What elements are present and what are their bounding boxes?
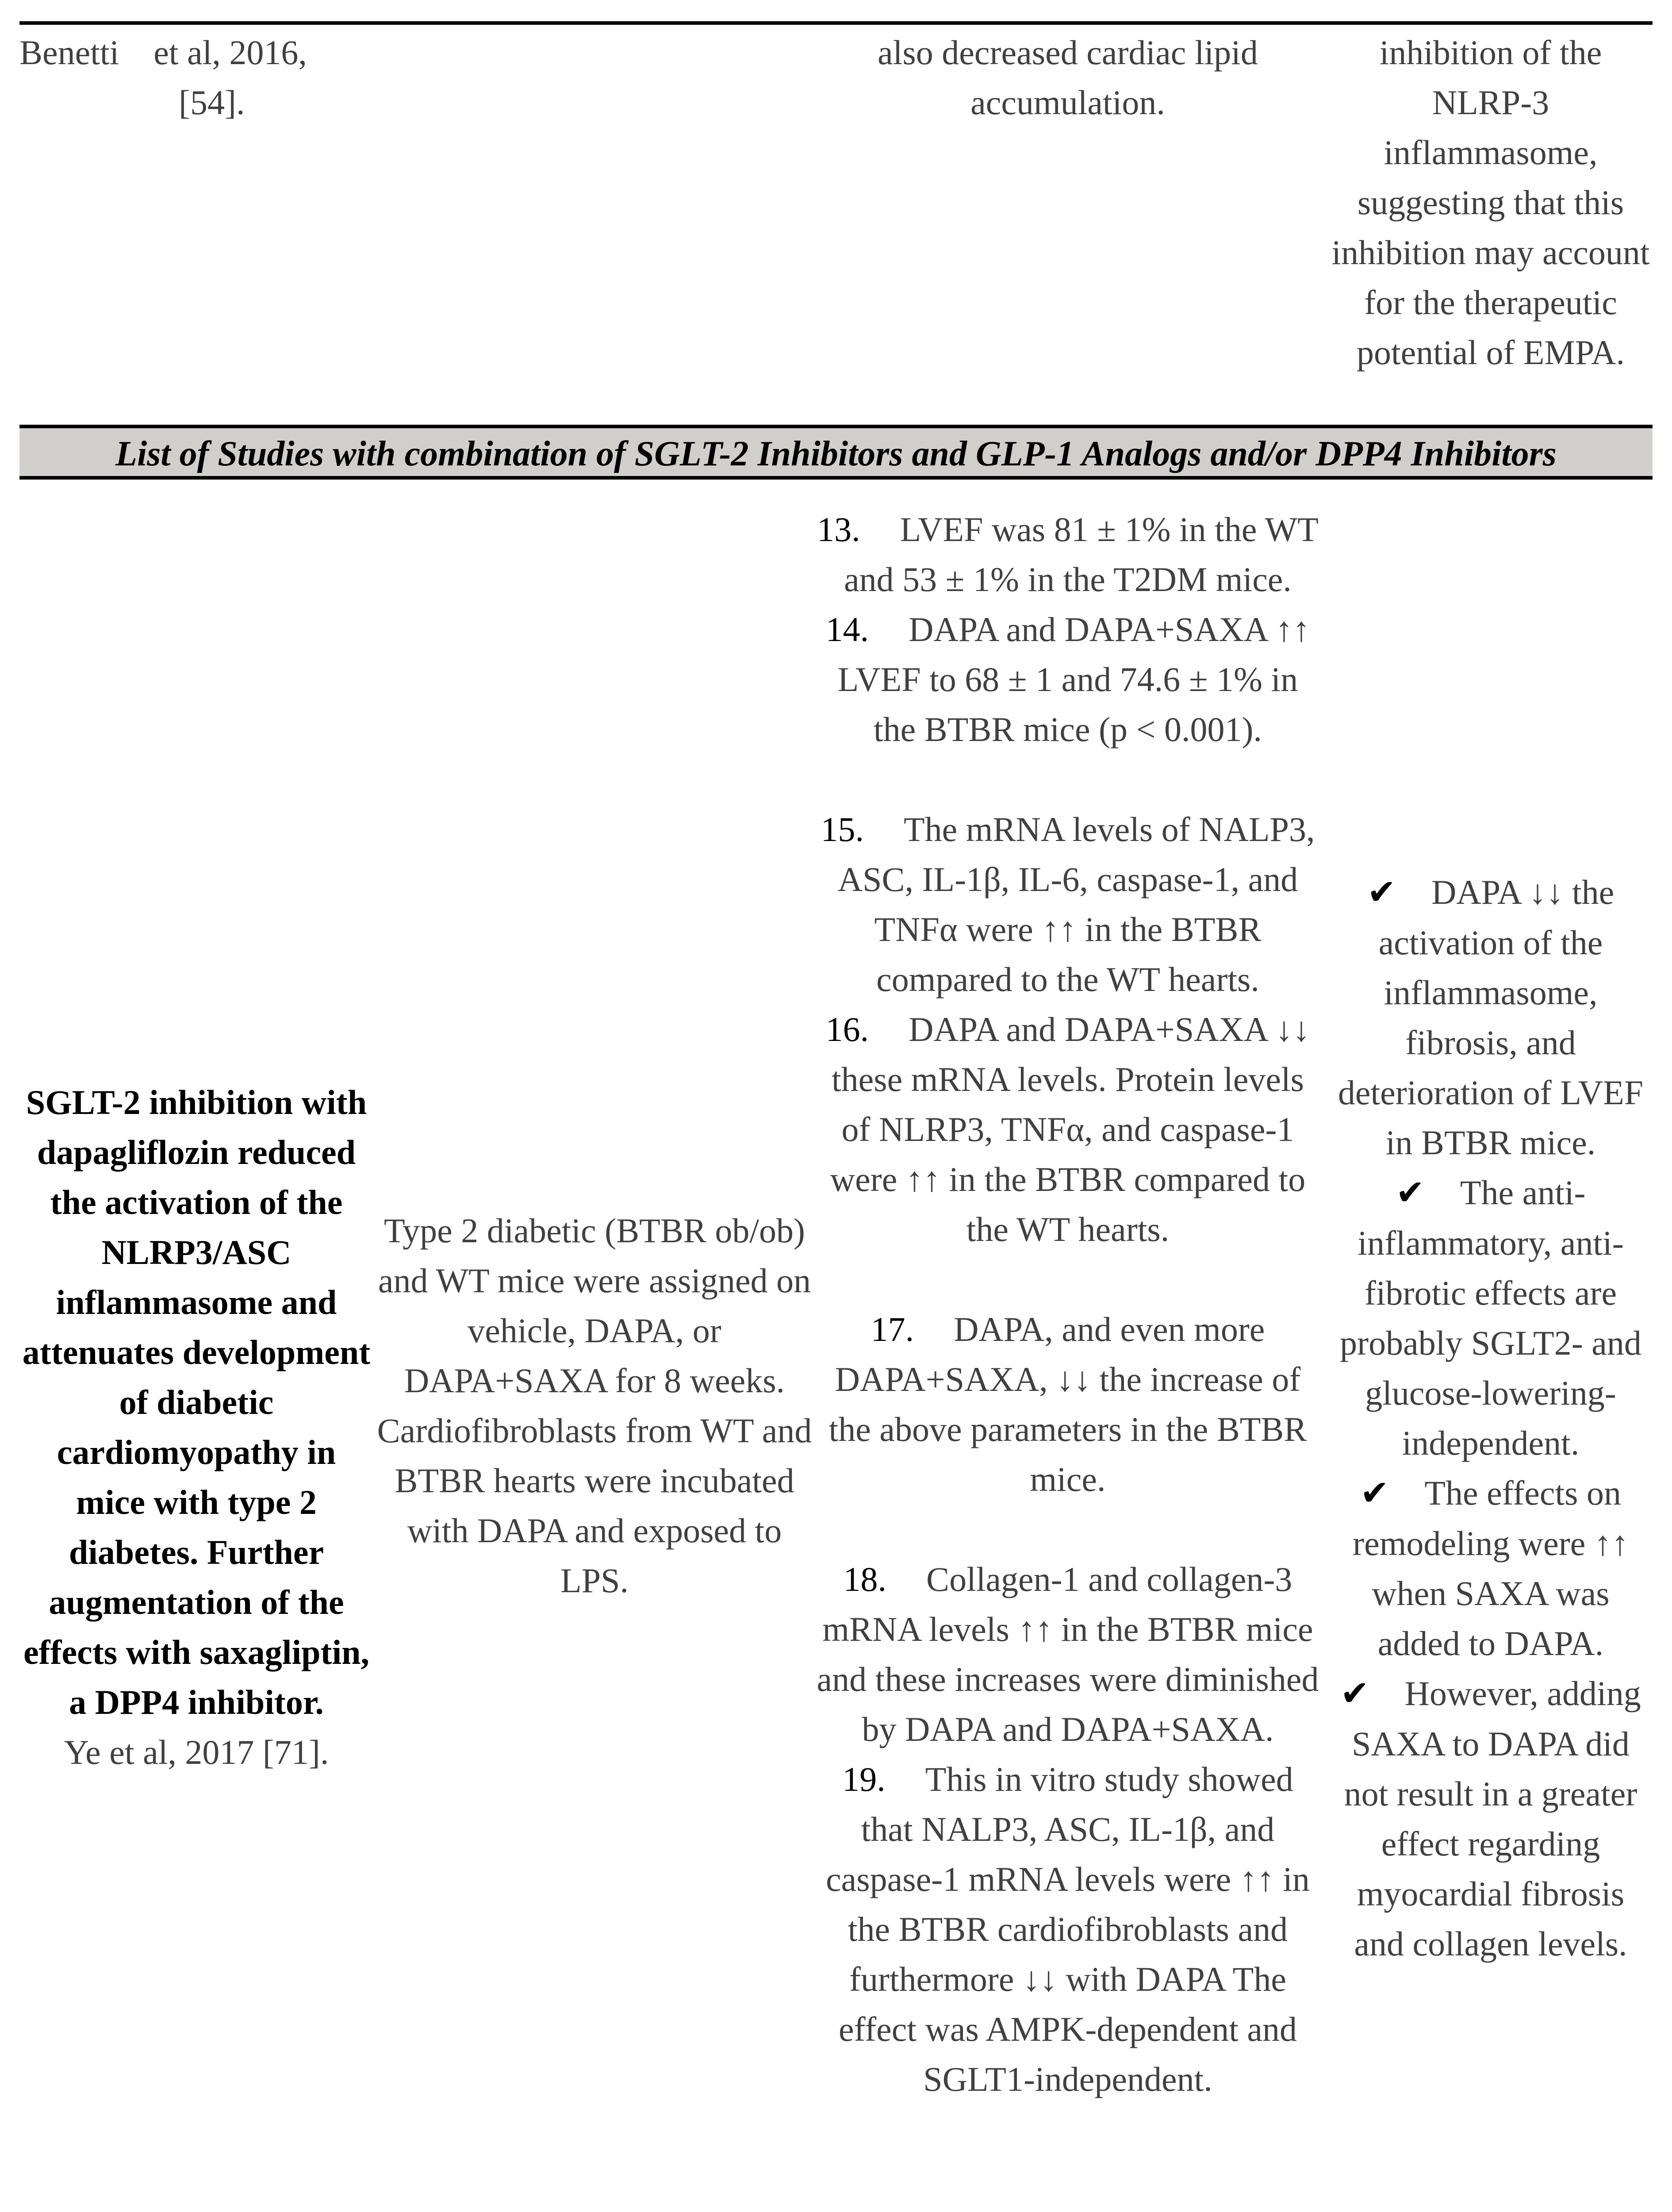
conclusion-item bbox=[1329, 1668, 1653, 1969]
checkmark-icon: ✔ bbox=[1396, 1173, 1425, 1213]
table-row-ye-2017 bbox=[19, 504, 1653, 2212]
section-header-title: List of Studies with combination of SGLT-2 Inhibitors and GLP-1 Analogs and/or DPP4 Inhibitors bbox=[115, 434, 1557, 473]
finding-item bbox=[816, 1004, 1320, 1254]
finding-number: 19. bbox=[842, 1760, 886, 1798]
finding-text: DAPA and DAPA+SAXA ↓↓ these mRNA levels. Protein levels of NLRP3, TNFα, and caspase-1 were ↑↑ in the BTBR compared to the WT hearts. bbox=[830, 1010, 1310, 1248]
finding-item bbox=[816, 504, 1320, 604]
finding-number: 15. bbox=[821, 810, 864, 849]
finding-number: 17. bbox=[871, 1310, 914, 1348]
finding-text: DAPA and DAPA+SAXA ↑↑ LVEF to 68 ± 1 and 74.6 ± 1% in the BTBR mice (p < 0.001). bbox=[837, 610, 1310, 749]
conclusion-text: However, adding SAXA to DAPA did not result in a greater effect regarding myocardial fibrosis and collagen levels. bbox=[1344, 1674, 1641, 1963]
finding-number: 18. bbox=[843, 1560, 887, 1598]
findings-cell bbox=[816, 504, 1320, 2104]
checkmark-icon: ✔ bbox=[1340, 1674, 1369, 1713]
finding-item bbox=[816, 1554, 1320, 1754]
conclusion-text: The effects on remodeling were ↑↑ when SAXA was added to DAPA. bbox=[1353, 1474, 1629, 1663]
finding-item bbox=[816, 804, 1320, 1004]
design-text: Type 2 diabetic (BTBR ob/ob) and WT mice were assigned on vehicle, DAPA, or DAPA+SAXA for 8 weeks. Cardiofibroblasts from WT and BTBR hearts were incubated with DAPA and exposed to LPS. bbox=[377, 1211, 812, 1600]
study-authors: Benetti et al, 2016, bbox=[19, 33, 307, 72]
study-cell bbox=[19, 1077, 373, 1777]
findings-text: also decreased cardiac lipid accumulation. bbox=[878, 33, 1258, 122]
conclusion-item bbox=[1329, 867, 1653, 1167]
checkmark-icon: ✔ bbox=[1367, 872, 1396, 912]
finding-text: LVEF was 81 ± 1% in the WT and 53 ± 1% in the T2DM mice. bbox=[844, 510, 1319, 599]
finding-number: 13. bbox=[817, 510, 860, 549]
study-reference: [54]. bbox=[179, 83, 245, 122]
conclusions-cell bbox=[1329, 27, 1653, 377]
conclusion-text: DAPA ↓↓ the activation of the inflammasome, fibrosis, and deterioration of LVEF in BTBR mice. bbox=[1338, 873, 1644, 1162]
study-title: SGLT-2 inhibition with dapagliflozin reduced the activation of the NLRP3/ASC inflammasome and attenuates development of diabetic cardiomyopathy in mice with type 2 diabetes. Further augmentation of the effects with saxagliptin, a DPP4 inhibitor. bbox=[22, 1083, 371, 1721]
finding-item bbox=[816, 604, 1320, 754]
finding-text: The mRNA levels of NALP3, ASC, IL-1β, IL-6, caspase-1, and TNFα were ↑↑ in the BTBR compared to the WT hearts. bbox=[837, 810, 1315, 998]
conclusion-item bbox=[1329, 1167, 1653, 1468]
study-cell bbox=[19, 27, 373, 127]
design-cell bbox=[373, 1206, 816, 1605]
conclusion-text: The anti-inflammatory, anti-fibrotic effects are probably SGLT2- and glucose-lowering-independent. bbox=[1340, 1173, 1641, 1462]
section-header-band bbox=[19, 428, 1653, 477]
finding-item bbox=[816, 1754, 1320, 2104]
section-bottom-rule bbox=[19, 476, 1653, 480]
finding-text: Collagen-1 and collagen-3 mRNA levels ↑↑ in the BTBR mice and these increases were diminished by DAPA and DAPA+SAXA. bbox=[817, 1560, 1319, 1748]
finding-number: 16. bbox=[825, 1010, 869, 1048]
section-top-rule bbox=[19, 425, 1653, 428]
finding-number: 14. bbox=[825, 610, 869, 649]
conclusion-item bbox=[1329, 1468, 1653, 1668]
finding-text: DAPA, and even more DAPA+SAXA, ↓↓ the increase of the above parameters in the BTBR mice. bbox=[828, 1310, 1307, 1498]
finding-text: This in vitro study showed that NALP3, ASC, IL-1β, and caspase-1 mRNA levels were ↑↑ in the BTBR cardiofibroblasts and furthermore ↓↓ with DAPA The effect was AMPK-dependent and SGLT1-independent. bbox=[826, 1760, 1310, 2098]
conclusions-text: inhibition of the NLRP-3 inflammasome, suggesting that this inhibition may account for the therapeutic potential of EMPA. bbox=[1331, 33, 1650, 372]
conclusions-cell bbox=[1329, 867, 1653, 1969]
findings-cell bbox=[816, 27, 1320, 127]
table-top-rule bbox=[19, 21, 1653, 25]
finding-item bbox=[816, 1304, 1320, 1504]
table-row-benetti bbox=[19, 27, 1653, 426]
study-reference: Ye et al, 2017 [71]. bbox=[64, 1733, 329, 1771]
checkmark-icon: ✔ bbox=[1360, 1473, 1389, 1513]
